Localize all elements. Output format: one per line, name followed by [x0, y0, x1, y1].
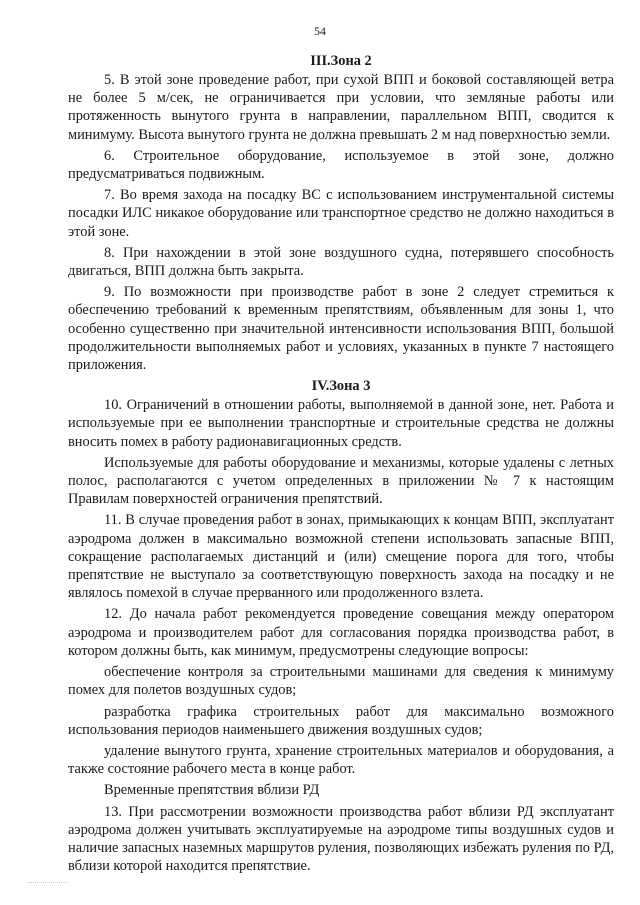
document-body [68, 52, 614, 878]
scan-artifact [28, 882, 68, 885]
paragraph-6: 6. Строительное оборудование, используемое в этой зоне, должно предусматриваться подвижным. [68, 147, 614, 183]
paragraph-13: 13. При рассмотрении возможности производства работ вблизи РД эксплуатант аэродрома должен учитывать эксплуатируемые на аэродроме типы воздушных судов и наличие запасных наземных маршрутов руления, позволяющих избежать руления по РД, вблизи которой находится препятствие. [68, 803, 614, 875]
list-item-schedule: разработка графика строительных работ для максимально возможного использования периодов наименьшего движения воздушных судов; [68, 703, 614, 738]
paragraph-12: 12. До начала работ рекомендуется проведение совещания между оператором аэродрома и производителем работ для согласования порядка производства работ, в котором должны быть, как минимум, предусмотрены следующие вопросы: [68, 606, 614, 659]
list-item-control-machines: обеспечение контроля за строительными машинами для сведения к минимуму помех для полетов воздушных судов; [68, 664, 614, 699]
paragraph-5: 5. В этой зоне проведение работ, при сухой ВПП и боковой составляющей ветра не более 5 м/сек, не ограничивается при условии, что земляные работы или протяженность вынутого грунта в направлении, параллельном ВПП, сводится к минимуму. Высота вынутого грунта не должна превышать 2 м над поверхностью земли. [68, 72, 614, 143]
subheading-taxiway-obstacles: Временные препятствия вблизи РД [104, 782, 320, 799]
list-item-soil-removal: удаление вынутого грунта, хранение строительных материалов и оборудования, а также состояние рабочего места в конце работ. [68, 742, 614, 778]
paragraph-10-continued: Используемые для работы оборудование и механизмы, которые удалены с летных полос, располагаются с учетом определенных в приложении № 7 к настоящим Правилам поверхностей ограничения препятствий. [68, 454, 614, 508]
page-number: 54 [314, 24, 326, 38]
section-heading-zone-2: III.Зона 2 [310, 53, 372, 69]
paragraph-7: 7. Во время захода на посадку ВС с использованием инструментальной системы посадки ИЛС никакое оборудование или транспортное средство не должно находиться в этой зоне. [68, 187, 614, 240]
section-heading-zone-3: IV.Зона 3 [311, 378, 371, 395]
paragraph-8: 8. При нахождении в этой зоне воздушного судна, потерявшего способность двигаться, ВПП должна быть закрыта. [68, 244, 614, 280]
paragraph-11: 11. В случае проведения работ в зонах, примыкающих к концам ВПП, эксплуатант аэродрома должен в максимально возможной степени использовать запасные ВПП, сокращение располагаемых дистанций и (или) смещение порога для того, чтобы препятствие не выступало за соответствующую поверхность захода на посадку и не являлось помехой в случае прерванного или продолженного взлета. [68, 512, 614, 602]
paragraph-9: 9. По возможности при производстве работ в зоне 2 следует стремиться к обеспечению требований к временным препятствиям, объявленным для зоны 1, что особенно существенно при значительной интенсивности использования ВПП, большой продолжительности выполняемых работ и условиях, указанных в пункте 7 настоящего приложения. [68, 284, 614, 374]
paragraph-10: 10. Ограничений в отношении работы, выполняемой в данной зоне, нет. Работа и используемые при ее выполнении транспортные и строительные средства не должны вносить помех в работу радионавигационных средств. [68, 397, 614, 450]
